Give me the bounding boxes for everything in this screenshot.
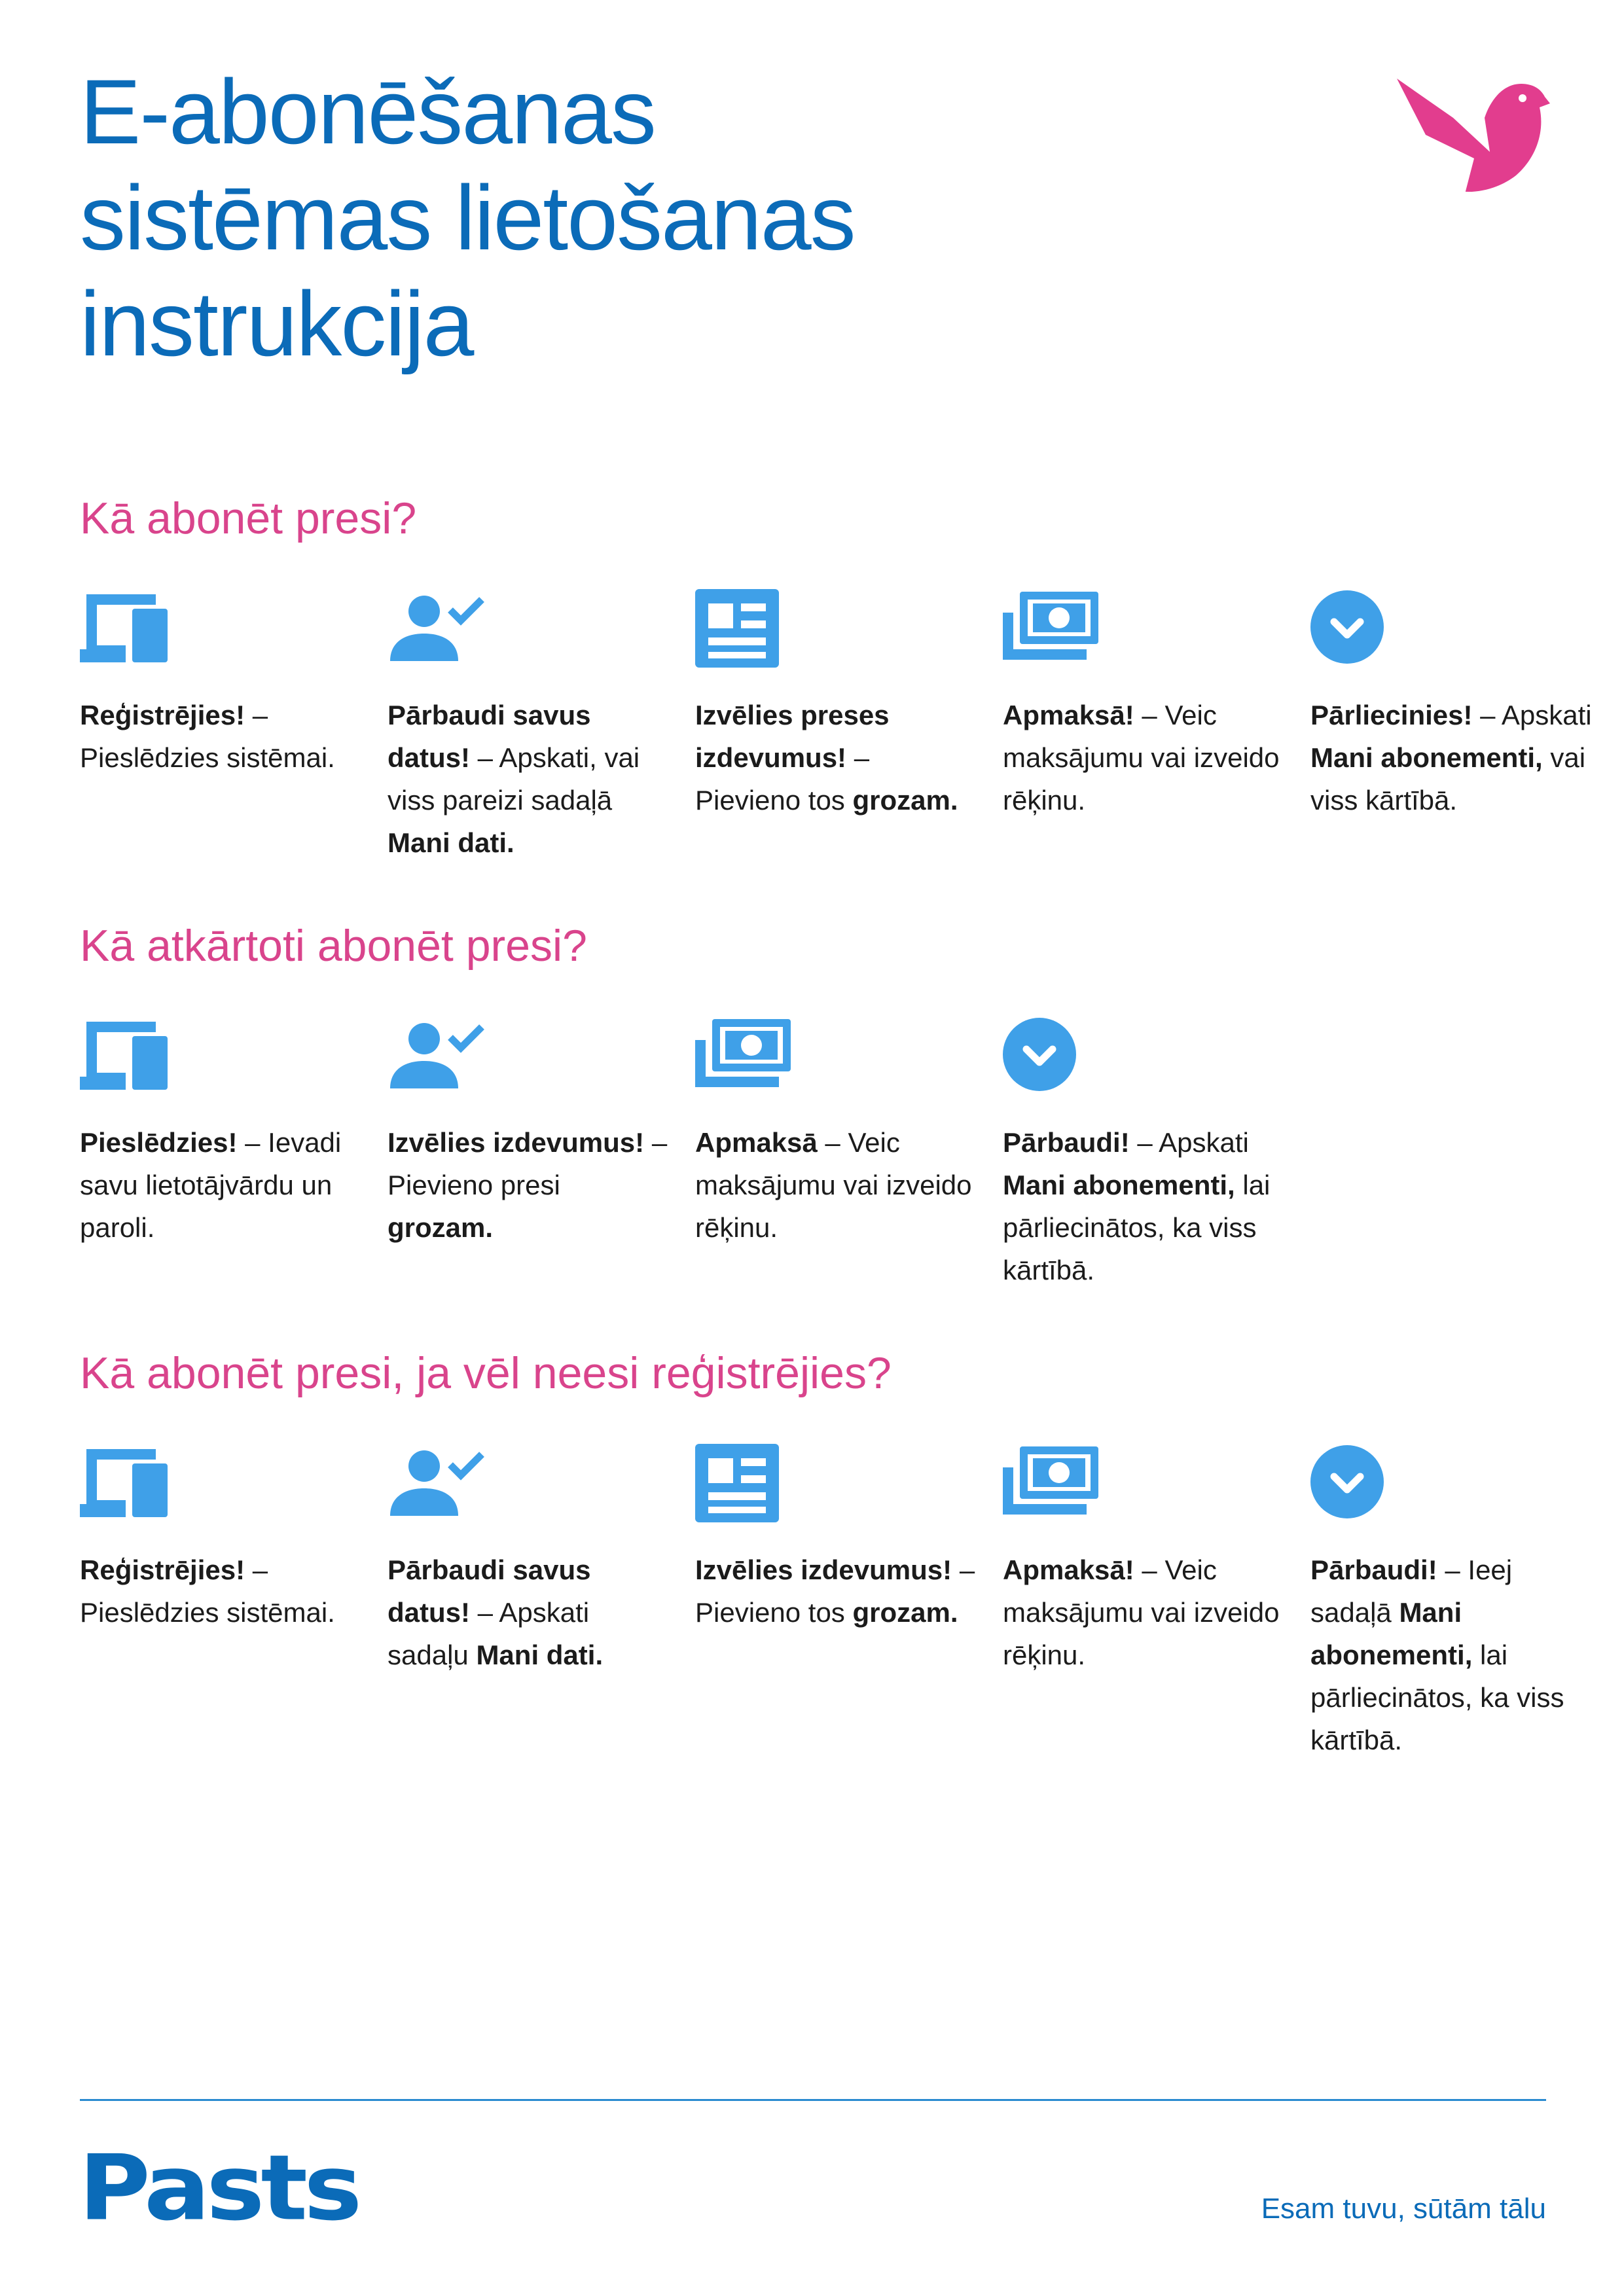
section-heading-resubscribe: Kā atkārtoti abonēt presi? xyxy=(80,921,587,971)
dove-logo-icon xyxy=(1393,79,1550,193)
step-text-bold: Izvēlies izdevumus! xyxy=(695,1554,952,1585)
step-text xyxy=(388,1121,669,1249)
step-text-regular: – Ievadi savu lietotājvārdu un paroli. xyxy=(80,1127,342,1243)
step-text-bold: Pārbaudi savus datus! xyxy=(388,1554,591,1628)
money-icon xyxy=(1003,589,1101,668)
step-text-regular: – Pievieno tos xyxy=(695,742,870,816)
step-text-regular: – Pieslēdzies sistēmai. xyxy=(80,1554,335,1628)
steps-subscribe xyxy=(80,589,1592,929)
step-text xyxy=(695,1549,977,1634)
step-text-regular: – Veic maksājumu vai izveido rēķinu. xyxy=(1003,1554,1280,1670)
step-text-bold: Reģistrējies! xyxy=(80,1554,245,1585)
chevron-circle-icon xyxy=(1003,1016,1101,1095)
step-text-bold: Mani abonementi, xyxy=(1310,1597,1473,1670)
newspaper-icon xyxy=(695,1444,793,1522)
step-text-bold: Izvēlies izdevumus! xyxy=(388,1127,645,1158)
step-text-regular: – Apskati sadaļu xyxy=(388,1597,590,1670)
step-text-regular: – Veic maksājumu vai izveido rēķinu. xyxy=(1003,700,1280,816)
title-line: instrukcija xyxy=(80,272,473,375)
step-text xyxy=(1310,1549,1592,1761)
step-text-bold: Pārliecinies! xyxy=(1310,700,1473,730)
step-text xyxy=(1310,694,1592,821)
step-text-bold: grozam. xyxy=(852,785,958,816)
step-text xyxy=(1003,1549,1284,1676)
steps-unregistered xyxy=(80,1444,1579,1784)
step-text-regular: – Pievieno tos xyxy=(695,1554,975,1628)
step-text-bold: Pieslēdzies! xyxy=(80,1127,238,1158)
step-text-regular: – Apskati xyxy=(1129,1127,1249,1158)
step-text-regular: vai viss kārtībā. xyxy=(1310,742,1586,816)
footer-tagline: Esam tuvu, sūtām tālu xyxy=(1261,2193,1546,2225)
step-text xyxy=(695,1121,977,1249)
step-text-bold: Pārbaudi savus datus! xyxy=(388,700,591,773)
step-text xyxy=(695,694,977,821)
step-text xyxy=(80,1121,361,1249)
step-text-bold: Apmaksā! xyxy=(1003,1554,1134,1585)
step-text-bold: Mani abonementi, xyxy=(1310,742,1543,773)
step-text-bold: grozam. xyxy=(388,1212,494,1243)
money-icon xyxy=(1003,1444,1101,1522)
step-text-regular: – Pieslēdzies sistēmai. xyxy=(80,700,335,773)
step-text-regular: – Ieej sadaļā xyxy=(1310,1554,1513,1628)
step-text-bold: Izvēlies preses izdevumus! xyxy=(695,700,890,773)
newspaper-icon xyxy=(695,589,793,668)
devices-icon xyxy=(80,1444,178,1522)
step-text-bold: Mani dati. xyxy=(476,1640,604,1670)
footer-divider xyxy=(80,2099,1546,2101)
step-text-bold: Reģistrējies! xyxy=(80,700,245,730)
step-text-bold: grozam. xyxy=(852,1597,958,1628)
section-heading-unregistered: Kā abonēt presi, ja vēl neesi reģistrējies? xyxy=(80,1348,892,1398)
user-check-icon xyxy=(388,589,486,668)
step-text-bold: Mani dati. xyxy=(388,827,514,858)
step-text-regular: lai pārliecinātos, ka viss kārtībā. xyxy=(1003,1170,1271,1285)
devices-icon xyxy=(80,1016,178,1095)
step-text xyxy=(388,694,669,864)
pasts-logo: Pasts xyxy=(79,2136,359,2241)
step-text-regular: – Veic maksājumu vai izveido rēķinu. xyxy=(695,1127,972,1243)
step-text-bold: Mani abonementi, xyxy=(1003,1170,1235,1200)
step-text xyxy=(80,694,361,779)
step-text-regular: – Pievieno presi xyxy=(388,1127,668,1200)
step-text-regular: lai pārliecinātos, ka viss kārtībā. xyxy=(1310,1640,1564,1755)
devices-icon xyxy=(80,589,178,668)
step-text-regular: – Apskati xyxy=(1472,700,1592,730)
title-line: E-abonēšanas xyxy=(80,60,655,163)
section-heading-subscribe: Kā abonēt presi? xyxy=(80,493,417,543)
step-text xyxy=(388,1549,669,1676)
user-check-icon xyxy=(388,1016,486,1095)
step-text-bold: Apmaksā! xyxy=(1003,700,1134,730)
page-title xyxy=(80,59,1062,377)
step-text xyxy=(1003,1121,1284,1291)
step-text xyxy=(1003,694,1284,821)
step-text-regular: – Apskati, vai viss pareizi sadaļā xyxy=(388,742,640,816)
step-text-bold: Apmaksā xyxy=(695,1127,818,1158)
step-text-bold: Pārbaudi! xyxy=(1310,1554,1437,1585)
step-text xyxy=(80,1549,361,1634)
money-icon xyxy=(695,1016,793,1095)
step-text-bold: Pārbaudi! xyxy=(1003,1127,1130,1158)
steps-resubscribe xyxy=(80,1016,1579,1357)
chevron-circle-icon xyxy=(1310,1444,1409,1522)
chevron-circle-icon xyxy=(1310,589,1409,668)
user-check-icon xyxy=(388,1444,486,1522)
title-line: sistēmas lietošanas xyxy=(80,166,855,269)
